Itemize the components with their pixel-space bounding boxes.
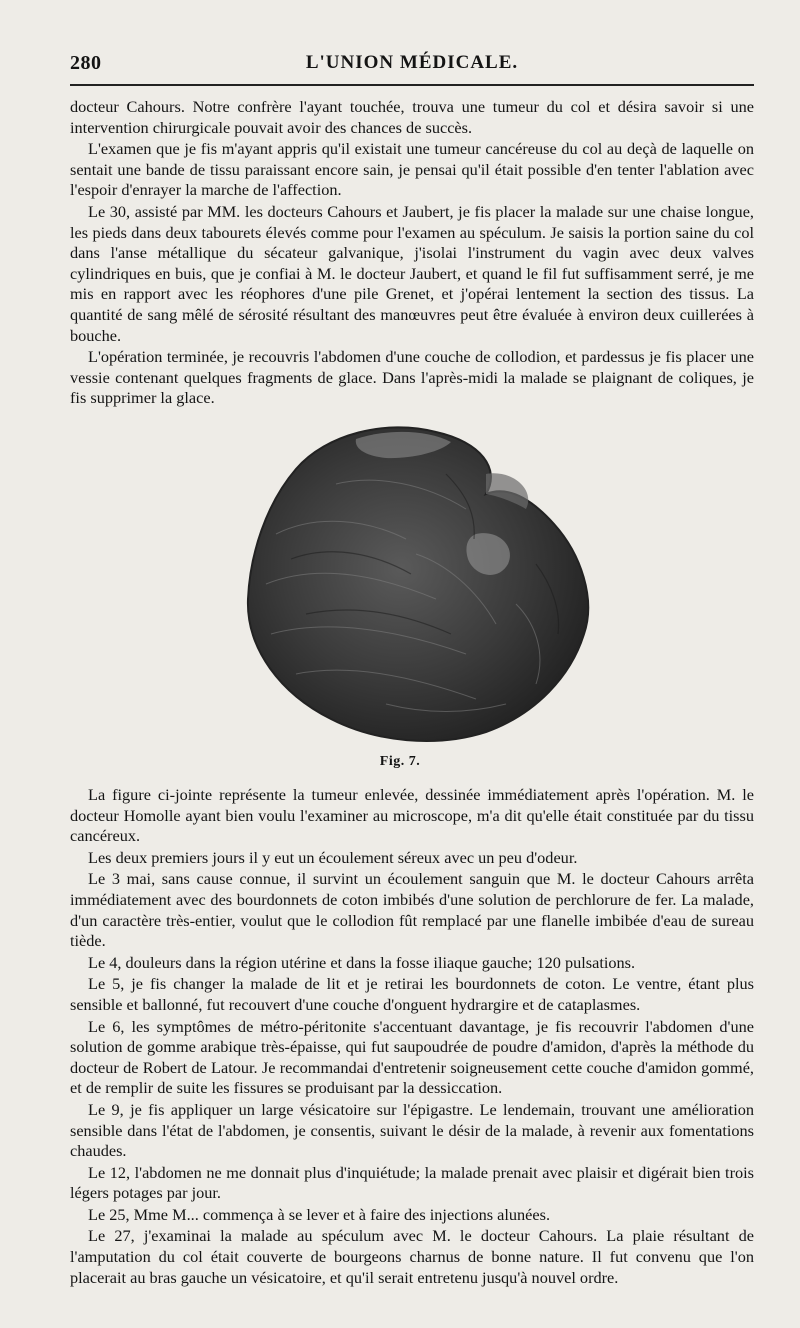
paragraph: La figure ci-jointe représente la tumeur enlevée, dessinée immédiatement après l'opération. M. le docteur Homolle ayant bien voulu l'examiner au microscope, m'a dit qu'elle était constituée par du tissu cancéreux. xyxy=(70,785,754,846)
paragraph: Le 5, je fis changer la malade de lit et je retirai les bourdonnets de coton. Le ventre, étant plus sensible et ballonné, fut recouvert d'une couche d'onguent hydrargire et de cataplasmes. xyxy=(70,974,754,1014)
tumor-illustration xyxy=(236,414,596,744)
text-block-bottom xyxy=(70,785,754,1288)
running-head: L'UNION MÉDICALE. xyxy=(305,52,519,73)
page-header xyxy=(70,52,754,82)
paragraph: Le 25, Mme M... commença à se lever et à faire des injections alunées. xyxy=(88,1204,551,1224)
paragraph: Le 12, l'abdomen ne me donnait plus d'inquiétude; la malade prenait avec plaisir et digérait bien trois légers potages par jour. xyxy=(70,1162,754,1203)
paragraph: Le 3 mai, sans cause connue, il survint un écoulement sanguin que M. le docteur Cahours arrêta immédiatement avec des bourdonnets de coton imbibés d'une solution de perchlorure de fer. La malade, d'un caractère très-entier, voulut que le collodion fût remplacé par une flanelle imbibée d'eau de sureau tiède. xyxy=(70,869,754,951)
paragraph: Les deux premiers jours il y eut un écoulement séreux avec un peu d'odeur. xyxy=(88,847,578,867)
paragraph: docteur Cahours. Notre confrère l'ayant touchée, trouva une tumeur du col et désira savoir si une intervention chirurgicale pouvait avoir des chances de succès. xyxy=(70,97,754,137)
figure-caption: Fig. 7. xyxy=(379,754,421,769)
header-rule xyxy=(70,84,754,86)
page-number: 280 xyxy=(70,52,102,74)
paragraph: Le 4, douleurs dans la région utérine et dans la fosse iliaque gauche; 120 pulsations. xyxy=(88,952,636,972)
paragraph: Le 6, les symptômes de métro-péritonite s'accentuant davantage, je fis recouvrir l'abdomen d'une solution de gomme arabique très-épaisse, qui fut saupoudrée de poudre d'amidon, d'après la méthode du docteur de Robert de Latour. Je recommandai d'entretenir soigneusement cette couche d'amidon gommé, et de remplir de suite les fissures se produisant par la dessiccation. xyxy=(70,1016,754,1098)
paragraph: L'examen que je fis m'ayant appris qu'il existait une tumeur cancéreuse du col au deçà de laquelle on sentait une bande de tissu paraissant encore sain, je pensai qu'il était possible d'en tenter l'ablation avec l'espoir d'enrayer la marche de l'affection. xyxy=(70,139,754,200)
paragraph: L'opération terminée, je recouvris l'abdomen d'une couche de collodion, et pardessus je fis placer une vessie contenant quelques fragments de glace. Dans l'après-midi la malade se plaignant de coliques, je fis supprimer la glace. xyxy=(70,347,754,408)
paragraph: Le 9, je fis appliquer un large vésicatoire sur l'épigastre. Le lendemain, trouvant une amélioration sensible dans l'état de l'abdomen, je consentis, suivant le désir de la malade, à revenir aux fomentations chaudes. xyxy=(70,1099,754,1161)
paragraph: Le 27, j'examinai la malade au spéculum avec M. le docteur Cahours. La plaie résultant de l'amputation du col était couverte de bourgeons charnus de bonne nature. Il fut convenu que l'on placerait au bras gauche un vésicatoire, et qu'il serait entretenu jusqu'à nouvel ordre. xyxy=(70,1226,754,1287)
text-block-top xyxy=(70,97,754,409)
paragraph: Le 30, assisté par MM. les docteurs Cahours et Jaubert, je fis placer la malade sur une chaise longue, les pieds dans deux tabourets élevés comme pour l'examen au spéculum. Je saisis la portion saine du col dans l'anse métallique du sécateur galvanique, j'isolai l'instrument du vagin avec deux valves cylindriques en buis, que je confiai à M. le docteur Jaubert, et quand le fil fut suffisamment serré, je me mis en rapport avec les réophores d'une pile Grenet, et j'opérai lentement la section des tissus. La quantité de sang mêlé de sérosité résultant des manœuvres peut être évaluée à environ deux cuillerées à bouche. xyxy=(70,201,754,345)
